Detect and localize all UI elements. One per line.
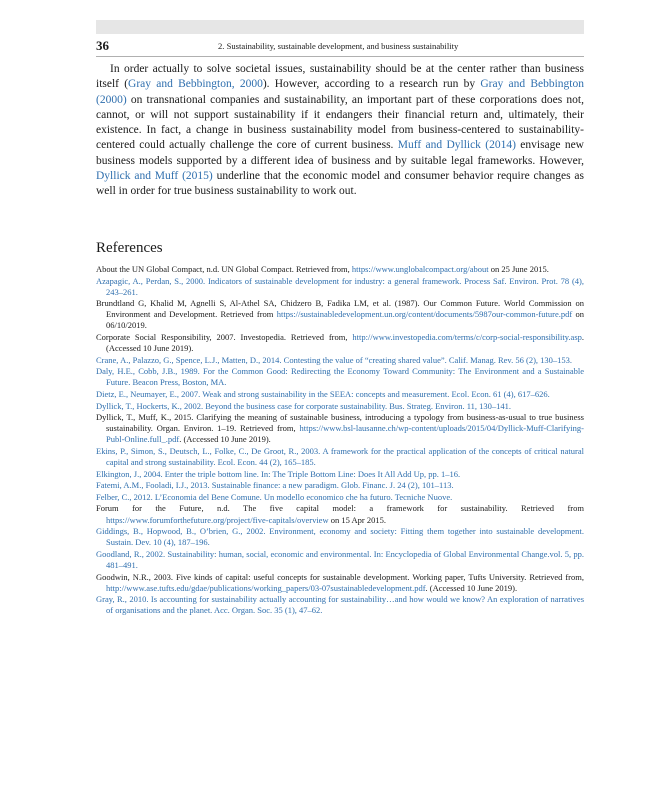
reference-text: . (Accessed 10 June 2019). — [425, 582, 518, 593]
reference-text: Goodwin, N.R., 2003. Five kinds of capital: useful concepts for sustainable development. Working paper, Tufts University. Retrieved from, — [96, 571, 584, 582]
reference-text: . (Accessed 10 June 2019). — [179, 434, 271, 445]
reference-item[interactable] — [96, 389, 584, 400]
reference-text: About the UN Global Compact, n.d. UN Global Compact. Retrieved from, — [96, 264, 352, 274]
top-bar — [96, 20, 584, 34]
reference-text: Dietz, E., Neumayer, E., 2007. Weak and strong sustainability in the SEEA: concepts and measurement. Ecol. Econ. 61 (4), 617–626. — [96, 389, 550, 400]
reference-url-link[interactable]: https://sustainabledevelopment.un.org/content/documents/5987our-common-future.pdf — [276, 309, 573, 320]
reference-item[interactable] — [96, 492, 584, 503]
reference-item[interactable] — [96, 526, 584, 548]
references-heading: References — [96, 240, 163, 256]
reference-item — [96, 264, 584, 275]
reference-text: Dyllick, T., Hockerts, K., 2002. Beyond the business case for corporate sustainability. Bus. Strateg. Environ. 11, 130–141. — [96, 400, 512, 411]
reference-item — [96, 298, 584, 331]
citation-link[interactable]: Gray and Bebbington, 2000 — [128, 78, 263, 91]
page-number: 36 — [96, 38, 109, 53]
reference-item[interactable] — [96, 401, 584, 412]
reference-text: Azapagic, A., Perdan, S., 2000. Indicators of sustainable development for industry: a general framework. Process Saf. Environ. Prot. 78 (4), 243–261. — [96, 275, 584, 297]
citation-link[interactable]: Gray and Bebbington (2000) — [96, 78, 584, 106]
body-text: underline that the economic model and consumer behavior require changes as well in order for true business sustainability to work out. — [96, 170, 585, 198]
reference-text: on 15 Apr 2015. — [328, 514, 386, 525]
reference-item[interactable] — [96, 446, 584, 468]
reference-text: Goodland, R., 2002. Sustainability: human, social, economic and environmental. In: Encyclopedia of Global Environmental Change.vol. 5, pp. 481–491. — [96, 548, 584, 570]
reference-text: Elkington, J., 2004. Enter the triple bottom line. In: The Triple Bottom Line: Does It All Add Up, pp. 1–16. — [96, 468, 461, 479]
reference-text: on 06/10/2019. — [106, 309, 585, 331]
reference-text: Felber, C., 2012. L’Economia del Bene Comune. Un modello economico che ha futuro. Tecniche Nuove. — [96, 491, 453, 502]
reference-text: Crane, A., Palazzo, G., Spence, L.J., Matten, D., 2014. Contesting the value of “creating shared value”. Calif. Manag. Rev. 56 (2), 130–153. — [96, 354, 573, 365]
reference-item[interactable] — [96, 355, 584, 366]
reference-text: Fatemi, A.M., Fooladi, I.J., 2013. Sustainable finance: a new paradigm. Glob. Financ. J. 24 (2), 101–113. — [96, 480, 454, 491]
reference-text: Giddings, B., Hopwood, B., O’brien, G., 2002. Environment, economy and society: Fitting them together into sustainable development. Sustain. Dev. 10 (4), 187–196. — [96, 526, 584, 548]
body-text: ). However, according to a research run by — [262, 78, 481, 91]
reference-item — [96, 332, 584, 354]
body-text: on transnational companies and sustainability, an important part of these corporations does not, cannot, or will not support sustainability if it endangers their financial return and, ultimately, their existence. In fact, a change in business sustainability model from business-centered to sustainability-centered could actually challenge the core of current business. — [96, 93, 584, 152]
reference-text: Corporate Social Responsibility, 2007. Investopedia. Retrieved from, — [96, 332, 353, 343]
reference-text: Forum for the Future, n.d. The five capital model: a framework for sustainability. Retrieved from — [96, 503, 584, 514]
reference-item[interactable] — [96, 594, 584, 616]
reference-text: Gray, R., 2010. Is accounting for sustainability actually accounting for sustainability…and how would we know? An exploration of narratives of organisations and the planet. Acc. Organ. Soc. 35 (1), 47–62. — [96, 594, 584, 616]
body-text: In order actually to solve societal issues, sustainability should be at the center rather than business itself ( — [96, 63, 584, 91]
reference-text: Daly, H.E., Cobb, J.B., 1989. For the Common Good: Redirecting the Economy Toward Community: The Environment and a Sustainable Future. Beacon Press, Boston, MA. — [96, 366, 584, 388]
citation-link[interactable]: Muff and Dyllick (2014) — [397, 139, 516, 152]
body-paragraph — [96, 62, 584, 200]
chapter-title: 2. Sustainability, sustainable development, and business sustainability — [218, 41, 459, 51]
reference-url-link[interactable]: https://www.forumforthefuture.org/project/five-capitals/overview — [106, 514, 329, 525]
reference-url-link[interactable]: https://www.bsl-lausanne.ch/wp-content/uploads/2015/04/Dyllick-Muff-Clarifying-Publ-Online.full_.pdf — [106, 423, 584, 445]
reference-url-link[interactable]: http://www.ase.tufts.edu/gdae/publications/working_papers/03-07sustainabledevelopment.pdf — [106, 582, 426, 593]
reference-text: Ekins, P., Simon, S., Deutsch, L., Folke, C., De Groot, R., 2003. A framework for the practical application of the concepts of critical natural capital and strong sustainability. Ecol. Econ. 44 (2), 165–185. — [96, 446, 584, 468]
reference-text: on 25 June 2015. — [488, 264, 549, 274]
reference-item — [96, 503, 584, 525]
reference-url-link[interactable]: https://www.unglobalcompact.org/about — [351, 264, 489, 274]
reference-item[interactable] — [96, 549, 584, 571]
reference-url-link[interactable]: http://www.investopedia.com/terms/c/corp-social-responsibility.asp — [352, 332, 582, 343]
reference-item — [96, 412, 584, 445]
reference-text: Dyllick, T., Muff, K., 2015. Clarifying the meaning of sustainable business, introducing a typology from business-as-usual to true business sustainability. Organ. Environ. 1–19. Retrieved from, — [96, 412, 584, 434]
reference-item[interactable] — [96, 480, 584, 491]
reference-item[interactable] — [96, 276, 584, 298]
references-list — [96, 264, 584, 617]
reference-item[interactable] — [96, 366, 584, 388]
running-head — [96, 38, 584, 57]
reference-item — [96, 572, 584, 594]
reference-item[interactable] — [96, 469, 584, 480]
body-text: envisage new business models supported by a different idea of business and by suitable legal frameworks. However, — [96, 139, 584, 167]
reference-text: Brundtland G, Khalid M, Agnelli S, Al-Athel SA, Chidzero B, Fadika LM, et al. (1987). Our Common Future. World Commission on Environment and Development. Retrieved from — [96, 298, 584, 320]
reference-text: . (Accessed 10 June 2019). — [106, 332, 584, 354]
citation-link[interactable]: Dyllick and Muff (2015) — [96, 170, 213, 183]
